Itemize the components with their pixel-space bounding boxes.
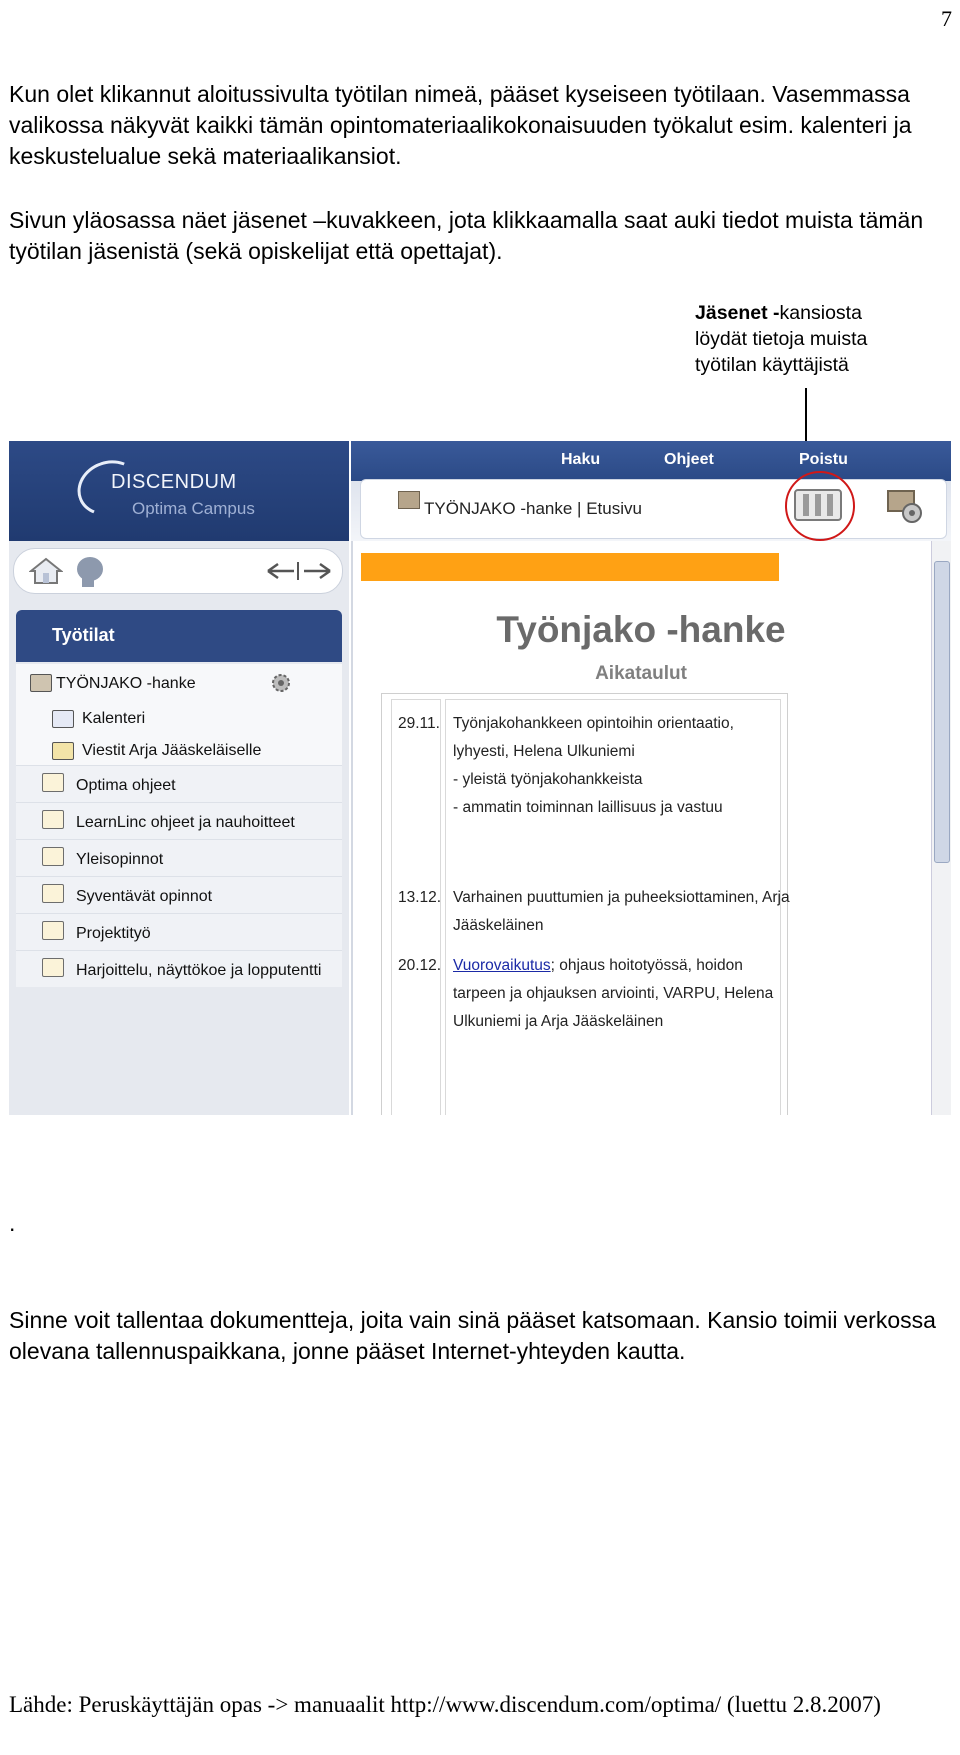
schedule-line: Jääskeläinen: [453, 917, 544, 934]
messages-label: Viestit Arja Jääskeläiselle: [82, 742, 262, 759]
folder-label: Projektityö: [76, 925, 151, 942]
calendar-label: Kalenteri: [82, 710, 146, 727]
page-number: 7: [941, 6, 952, 31]
schedule-line: Varhainen puuttumien ja puheeksiottaminen, Arja: [453, 889, 790, 906]
exit-link[interactable]: Poistu: [799, 451, 848, 468]
schedule-line: Työnjakohankkeen opintoihin orientaatio,: [453, 715, 734, 732]
logo-header: [9, 441, 349, 541]
members-paragraph: Sivun yläosassa näet jäsenet –kuvakkeen, jota klikkaamalla saat auki tiedot muista tämän työtilan jäsenistä (sekä opiskelijat että opettajat).: [9, 207, 924, 264]
schedule-line-rest: ; ohjaus hoitotyössä, hoidon: [550, 957, 743, 974]
folder-label: Yleisopinnot: [76, 851, 164, 868]
folder-icon: [42, 773, 64, 792]
schedule-line: - ammatin toiminnan laillisuus ja vastuu: [453, 799, 723, 816]
workspace-box-icon: [30, 674, 52, 692]
intro-paragraph: Kun olet klikannut aloitussivulta työtilan nimeä, pääset kyseiseen työtilaan. Vasemmassa valikossa näkyvät kaikki tämän opintomateriaalikokonaisuuden työkalut esim. kalenteri ja keskustelualue sekä materiaalikansiot.: [9, 81, 912, 169]
workspaces-title: Työtilat: [52, 625, 115, 645]
interaction-link[interactable]: Vuorovaikutus: [453, 957, 551, 974]
folder-icon: [42, 958, 64, 977]
members-callout: [695, 300, 867, 378]
folder-icon: [42, 884, 64, 903]
optima-screenshot: [9, 441, 951, 1115]
folder-icon: [42, 847, 64, 866]
workspace-settings-icon[interactable]: [886, 487, 924, 525]
folder-label: Harjoittelu, näyttökoe ja lopputentti: [76, 962, 322, 979]
messages-item[interactable]: [16, 734, 342, 766]
callout-bold: Jäsenet -: [695, 302, 780, 324]
search-link[interactable]: Haku: [561, 451, 601, 468]
storage-paragraph: Sinne voit tallentaa dokumentteja, joita vain sinä pääset katsomaan. Kansio toimii verkossa olevana tallennuspaikkana, jonne pääset Internet-yhteyden kautta.: [9, 1307, 936, 1364]
workspace-icon: [398, 491, 420, 509]
top-navigation: [351, 451, 951, 473]
schedule-date: 20.12.: [398, 957, 442, 974]
schedule-date: 29.11.: [398, 715, 440, 732]
collapse-arrows-icon[interactable]: [264, 561, 334, 581]
source-reference: Lähde: Peruskäyttäjän opas -> manuaalit http://www.discendum.com/optima/ (luettu 2.8.2007): [9, 1692, 881, 1717]
schedule-text-column: [445, 699, 781, 1115]
folder-item[interactable]: [16, 950, 342, 987]
callout-line1: kansiosta: [779, 302, 862, 324]
folder-item[interactable]: [16, 913, 342, 950]
folder-item[interactable]: [16, 876, 342, 913]
folder-label: Syventävät opinnot: [76, 888, 213, 905]
profile-head-icon[interactable]: [72, 555, 108, 587]
schedule-line: lyhyesti, Helena Ulkuniemi: [453, 743, 635, 760]
content-title: Työnjako -hanke: [496, 609, 786, 650]
home-icon[interactable]: [29, 557, 63, 585]
folder-label: Optima ohjeet: [76, 777, 176, 794]
folder-item[interactable]: [16, 765, 342, 802]
callout-line2: löydät tietoja muista: [695, 328, 868, 350]
help-link[interactable]: Ohjeet: [664, 451, 714, 468]
schedule-line: tarpeen ja ohjauksen arviointi, VARPU, Helena: [453, 985, 774, 1002]
folder-item[interactable]: [16, 802, 342, 839]
calendar-item[interactable]: [16, 702, 342, 734]
content-subtitle: Aikataulut: [595, 663, 687, 684]
content-banner: [361, 553, 779, 581]
workspace-item[interactable]: [16, 664, 342, 702]
gear-icon[interactable]: [270, 672, 292, 694]
logo-title: DISCENDUM: [111, 471, 237, 493]
folder-icon: [42, 921, 64, 940]
schedule-date: 13.12.: [398, 889, 442, 906]
logo-subtitle: Optima Campus: [132, 499, 255, 518]
schedule-date-column: [391, 699, 441, 1115]
stray-dot: .: [9, 1210, 16, 1236]
schedule-line: Ulkuniemi ja Arja Jääskeläinen: [453, 1013, 664, 1030]
breadcrumb[interactable]: TYÖNJAKO -hanke | Etusivu: [424, 499, 642, 518]
workspace-label: TYÖNJAKO -hanke: [56, 675, 196, 692]
folder-item[interactable]: [16, 839, 342, 876]
folder-icon: [42, 810, 64, 829]
calendar-icon: [52, 710, 74, 728]
schedule-line: [453, 957, 743, 975]
workspaces-menu-header[interactable]: [16, 610, 342, 662]
messages-icon: [52, 742, 74, 760]
schedule-line: - yleistä työnjakohankkeista: [453, 771, 643, 788]
folder-label: LearnLinc ohjeet ja nauhoitteet: [76, 814, 295, 831]
callout-line3: työtilan käyttäjistä: [695, 354, 849, 376]
scrollbar-thumb[interactable]: [934, 561, 950, 863]
members-highlight-circle: [785, 471, 855, 541]
